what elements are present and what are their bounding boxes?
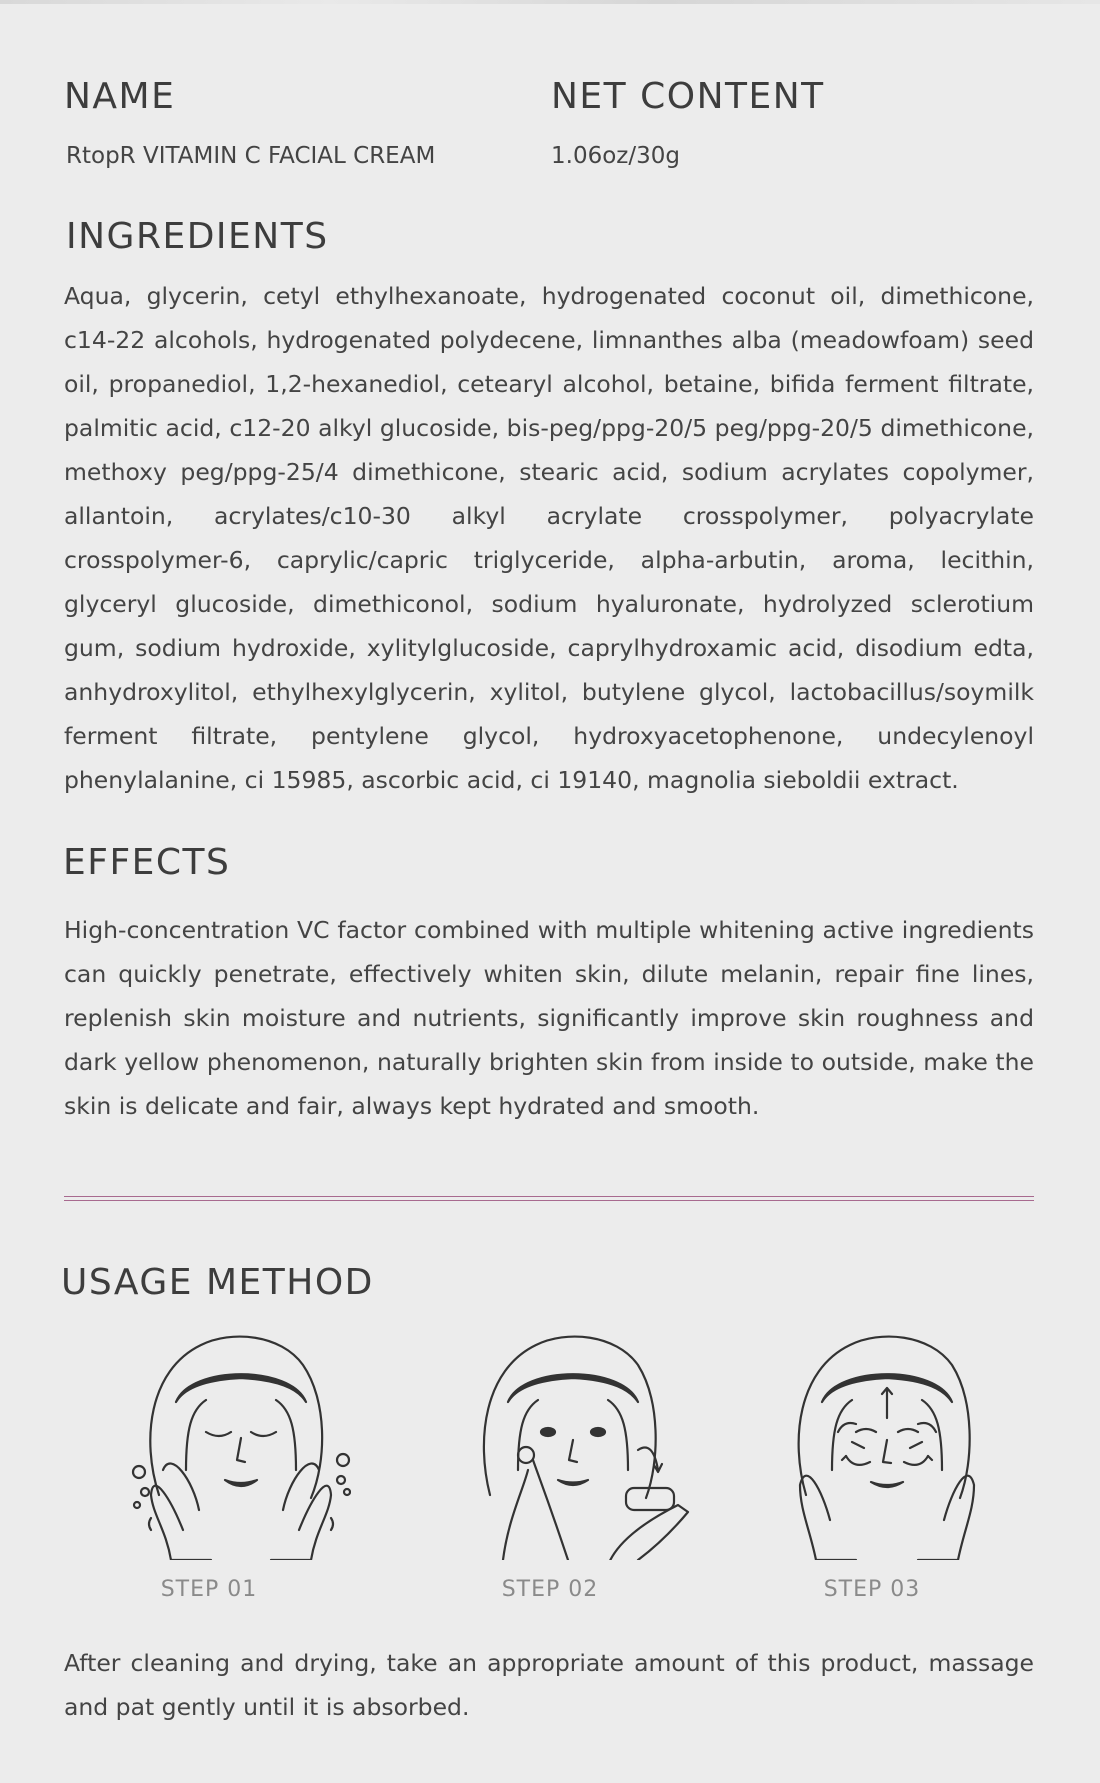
ingredients-text: Aqua, glycerin, cetyl ethylhexanoate, hydrogenated coconut oil, dimethicone, c14-22 alcohols, hydrogenated polydecene, limnanthes alba (meadowfoam) seed oil, propanediol, 1,2-hexanediol, cetearyl alcohol, betaine, bifida ferment filtrate, palmitic acid, c12-20 alkyl glucoside, bis-peg/ppg-20/5 peg/ppg-20/5 dimethicone, methoxy peg/ppg-25/4 dimethicone, stearic acid, sodium acrylates copolymer, allantoin, acrylates/c10-30 alkyl acrylate crosspolymer, polyacrylate crosspolymer-6, caprylic/capric triglyceride, alpha-arbutin, aroma, lecithin, glyceryl glucoside, dimethiconol, sodium hyaluronate, hydrolyzed sclerotium gum, sodium hydroxide, xylitylglucoside, caprylhydroxamic acid, disodium edta, anhydroxylitol, ethylhexylglycerin, xylitol, butylene glycol, lactobacillus/soymilk ferment filtrate, pentylene glycol, hydroxyacetophenone, undecylenoyl phenylalanine, ci 15985, ascorbic acid, ci 19140, magnolia sieboldii extract. [64,282,1034,794]
net-content-value: 1.06oz/30g [551,143,680,169]
step-03-illustration [766,1320,986,1560]
step-01-illustration [131,1320,351,1560]
ingredients-heading: INGREDIENTS [66,216,329,257]
usage-method-heading: USAGE METHOD [61,1262,374,1303]
top-edge-decoration [0,0,1100,4]
section-divider [64,1196,1034,1201]
step-02-illustration [478,1320,698,1560]
product-name: RtopR VITAMIN C FACIAL CREAM [66,143,436,169]
step-03-label: STEP 03 [823,1577,921,1602]
step-02-label: STEP 02 [501,1577,599,1602]
effects-text: High-concentration VC factor combined with multiple whitening active ingredients can quickly penetrate, effectively whiten skin, dilute melanin, repair fine lines, replenish skin moisture and nutrients, significantly improve skin roughness and dark yellow phenomenon, naturally brighten skin from inside to outside, make the skin is delicate and fair, always kept hydrated and smooth. [64,916,1034,1120]
face-massage-icon [766,1320,986,1560]
usage-instructions: After cleaning and drying, take an appropriate amount of this product, massage and pat gently until it is absorbed. [64,1649,1034,1721]
effects-heading: EFFECTS [63,842,231,883]
face-washing-icon [131,1320,351,1560]
name-heading: NAME [64,76,176,117]
apply-cream-icon [478,1320,698,1560]
net-content-heading: NET CONTENT [551,76,825,117]
step-01-label: STEP 01 [160,1577,258,1602]
